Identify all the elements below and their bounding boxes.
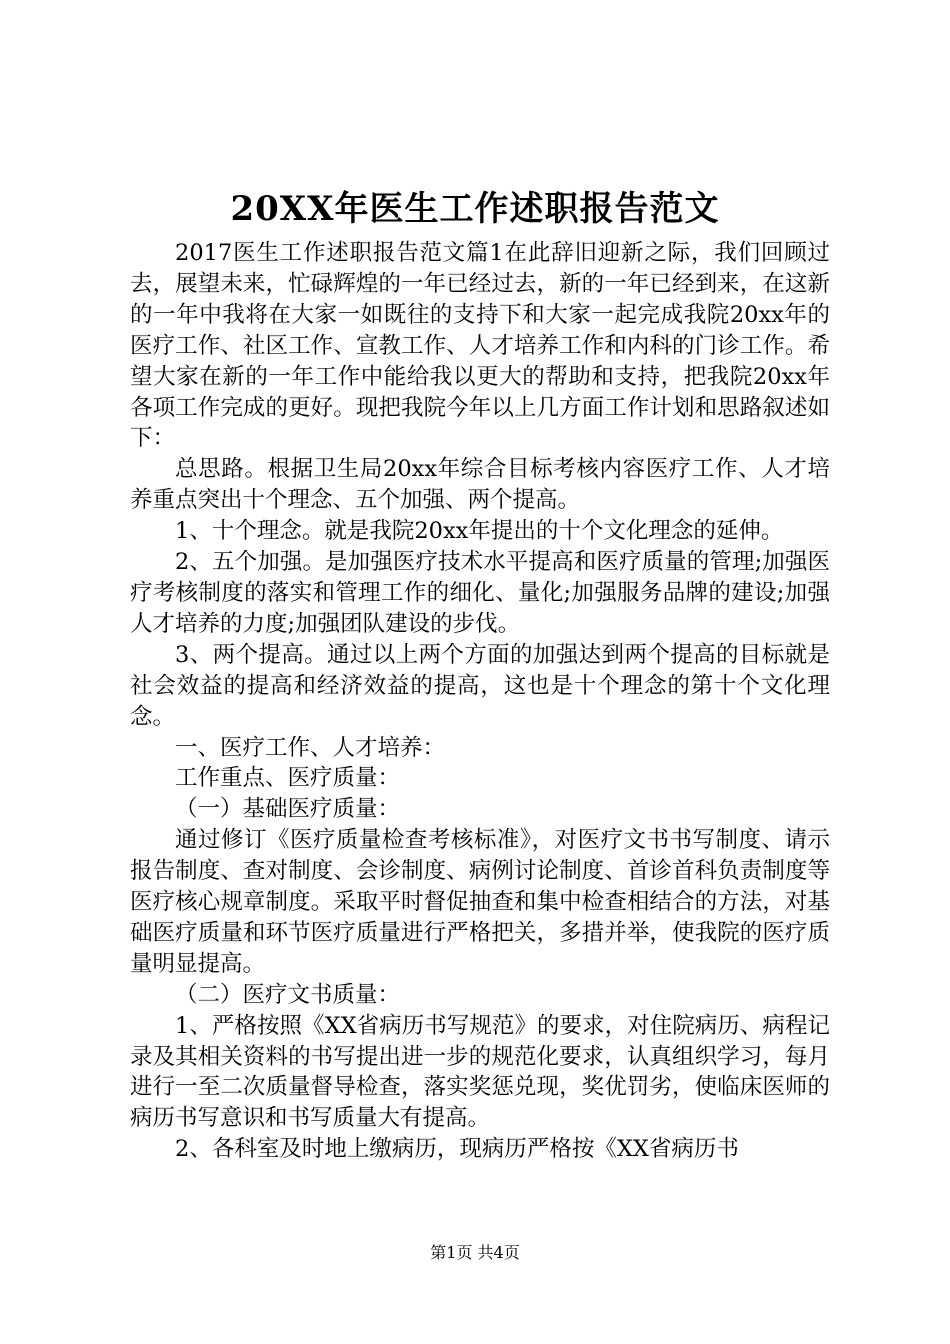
subheading-basic-quality: （一）基础医疗质量： <box>175 796 401 823</box>
paragraph-record-standards: 1、严格按照《XX省病历书写规范》的要求，对住院病历、病程记录及其相关资料的书写提出进一步的规范化要求，认真组织学习，每月进行一至二次质量督导检查，落实奖惩兑现，奖优罚劣，使临床医师的病历书写意识和书写质量大有提高。 <box>130 1012 830 1132</box>
paragraph-five-strengthening: 2、五个加强。是加强医疗技术水平提高和医疗质量的管理;加强医疗考核制度的落实和管理工作的细化、量化;加强服务品牌的建设;加强人才培养的力度;加强团队建设的步伐。 <box>130 549 830 637</box>
paragraph-record-submission: 2、各科室及时地上缴病历，现病历严格按《XX省病历书 <box>175 1136 739 1163</box>
subheading-document-quality: （二）医疗文书质量： <box>175 981 401 1008</box>
subheading-work-focus: 工作重点、医疗质量： <box>175 765 401 792</box>
document-body <box>130 238 830 1165</box>
section-heading-medical-work: 一、医疗工作、人才培养： <box>175 734 446 761</box>
paragraph-overall-approach: 总思路。根据卫生局20xx年综合目标考核内容医疗工作、人才培养重点突出十个理念、五个加强、两个提高。 <box>130 456 830 514</box>
document-title: 20XX年医生工作述职报告范文 <box>230 189 720 229</box>
page-footer: 第1页 共4页 <box>430 1243 520 1262</box>
paragraph-ten-concepts: 1、十个理念。就是我院20xx年提出的十个文化理念的延伸。 <box>175 518 784 545</box>
paragraph-intro: 2017医生工作述职报告范文篇1在此辞旧迎新之际，我们回顾过去，展望未来，忙碌辉煌的一年已经过去，新的一年已经到来，在这新的一年中我将在大家一如既往的支持下和大家一起完成我院20xx年的医疗工作、社区工作、宣教工作、人才培养工作和内科的门诊工作。希望大家在新的一年工作中能给我以更大的帮助和支持，把我院20xx年各项工作完成的更好。现把我院今年以上几方面工作计划和思路叙述如下： <box>130 240 830 452</box>
paragraph-two-improvements: 3、两个提高。通过以上两个方面的加强达到两个提高的目标就是社会效益的提高和经济效益的提高，这也是十个理念的第十个文化理念。 <box>130 641 830 730</box>
paragraph-basic-quality: 通过修订《医疗质量检查考核标准》，对医疗文书书写制度、请示报告制度、查对制度、会诊制度、病例讨论制度、首诊首科负责制度等医疗核心规章制度。采取平时督促抽查和集中检查相结合的方法，对基础医疗质量和环节医疗质量进行严格把关，多措并举，使我院的医疗质量明显提高。 <box>130 827 830 977</box>
